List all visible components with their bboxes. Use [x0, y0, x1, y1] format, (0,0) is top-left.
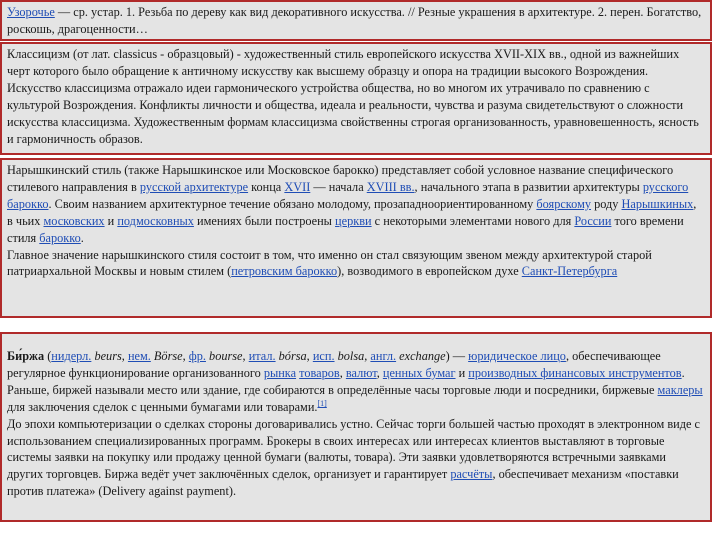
link-uzoroche[interactable]: Узорочье	[7, 5, 55, 19]
paragraph	[7, 348, 704, 416]
text: ) —	[445, 349, 469, 363]
text: того времени стиля	[7, 213, 684, 245]
link-brokers[interactable]: маклеры	[657, 382, 703, 397]
link-naryshkins[interactable]: Нарышкиных	[621, 196, 694, 211]
link-spanish[interactable]: исп.	[312, 349, 335, 363]
link-xvii[interactable]: XVII	[284, 179, 311, 194]
text: ,	[364, 349, 371, 363]
text: — начала	[310, 179, 367, 194]
text: Нарышкинский стиль (также Нарышкинское или Московское барокко) представляет собой условное название специфического стилевого направления в	[7, 163, 674, 194]
text: и	[455, 365, 469, 380]
link-xviii[interactable]: XVIII вв.	[366, 179, 415, 194]
definition-naryshkin-style	[0, 158, 712, 318]
link-market[interactable]: рынка	[263, 365, 297, 380]
foreign-word: Börse	[150, 349, 183, 363]
link-petrine-baroque[interactable]: петровским барокко	[231, 264, 338, 279]
text: ,	[242, 349, 249, 363]
foreign-word: exchange	[396, 349, 446, 363]
link-russian-architecture[interactable]: русской архитектуре	[139, 179, 249, 194]
foreign-word: bórsa	[275, 349, 307, 363]
link-saint-petersburg[interactable]: Санкт-Петербурга	[521, 264, 618, 279]
link-dutch[interactable]: нидерл.	[51, 349, 92, 363]
link-baroque[interactable]: барокко	[39, 230, 81, 245]
link-russia[interactable]: России	[574, 213, 612, 228]
text: конца	[248, 179, 285, 194]
foreign-word: bolsa	[334, 349, 365, 363]
link-goods[interactable]: товаров	[299, 365, 340, 380]
link-moscow[interactable]: московских	[43, 213, 105, 228]
link-settlements[interactable]: расчёты	[450, 467, 493, 482]
link-english[interactable]: англ.	[370, 349, 397, 363]
text: (	[44, 349, 52, 363]
text: , обеспечивает механизм «поставки против платежа» (Delivery against payment).	[7, 467, 679, 499]
definition-text: — ср. устар. 1. Резьба по дереву как вид декоративного искусства. // Резные украшения в архитектуре. 2. перен. Богатство, роскошь, драгоценности…	[7, 5, 702, 36]
paragraph	[7, 416, 704, 501]
text: роду	[591, 196, 622, 211]
text: ,	[306, 349, 313, 363]
foreign-word: bourse	[205, 349, 243, 363]
link-french[interactable]: фр.	[188, 349, 206, 363]
definition-exchange	[0, 332, 712, 522]
paragraph	[7, 162, 704, 247]
link-currencies[interactable]: валют	[345, 365, 377, 380]
link-russian-baroque[interactable]: русского барокко	[7, 179, 689, 211]
text: , начального этапа в развитии архитектуры	[414, 179, 643, 194]
text: ,	[376, 365, 383, 380]
text: ,	[339, 365, 346, 380]
paragraph	[7, 247, 704, 281]
text: До эпохи компьютеризации о сделках стороны договаривались устно. Сейчас торги большей частью проходят в электронном виде с использованием специализированных программ. Брокеры в своих интересах или интересах клиентов выставляют в торговые системы заявки на покупку или продажу ценной бумаги (валюты, товара). Эти заявки удовлетворяются встречными заявками других торговцев. Биржа ведёт учет заключённых сделок, организует и гарантирует	[7, 416, 700, 482]
text: ,	[121, 349, 128, 363]
text: , обеспечивающее регулярное функционирование организованного	[7, 349, 661, 380]
definition-text: Классицизм (от лат. classicus - образцовый) - художественный стиль европейского искусства XVII-XIX вв., одной из важнейших черт которого было обращение к античному искусству как высшему образцу и опора на традиции высокого Возрождения. Искусство классицизма отражало идеи гармонического устройства общества, но во многом их утрачивало по сравнению с культурой Возрождения. Конфликты личности и общества, идеала и реальности, чувства и разума свидетельствуют о сложности искусства классицизма. Художественным формам классицизма свойственны строгая организованность, уравновешенность, ясность и гармоничность образов.	[7, 47, 699, 146]
link-german[interactable]: нем.	[127, 349, 151, 363]
link-italian[interactable]: итал.	[248, 349, 276, 363]
foreign-word: beurs	[91, 349, 122, 363]
link-legal-entity[interactable]: юридическое лицо	[468, 349, 566, 363]
definition-classicism	[0, 42, 712, 155]
text: , в чьих	[7, 196, 697, 228]
text: . Раньше, биржей называли место или здание, где собираются в определённые часы торговые люди и посредники, биржевые	[7, 365, 685, 397]
link-boyar[interactable]: боярскому	[536, 196, 592, 211]
text: и	[104, 213, 118, 228]
footnote-ref-1[interactable]: [1]	[317, 398, 327, 408]
text: для заключения сделок с ценными бумагами или товарами.	[7, 399, 318, 414]
text: . Своим названием архитектурное течение обязано молодому, прозападноориентированному	[48, 196, 537, 211]
text: .	[80, 230, 84, 245]
text: ,	[182, 349, 189, 363]
text: ), возводимого в европейском духе	[337, 264, 522, 279]
link-podmoskovye[interactable]: подмосковных	[117, 213, 194, 228]
link-churches[interactable]: церкви	[335, 213, 372, 228]
term-birzha: Би́ржа	[7, 349, 45, 363]
text: Главное значение нарышкинского стиля состоит в том, что именно он стал связующим звеном между архитектурой старой патриархальной Москвы и новым стилем (	[7, 247, 652, 279]
link-securities[interactable]: ценных бумаг	[382, 365, 456, 380]
text: с некоторыми элементами нового для	[371, 213, 575, 228]
definition-uzoroche	[0, 0, 712, 41]
text: имениях были построены	[193, 213, 336, 228]
link-derivatives[interactable]: производных финансовых инструментов	[468, 365, 682, 380]
